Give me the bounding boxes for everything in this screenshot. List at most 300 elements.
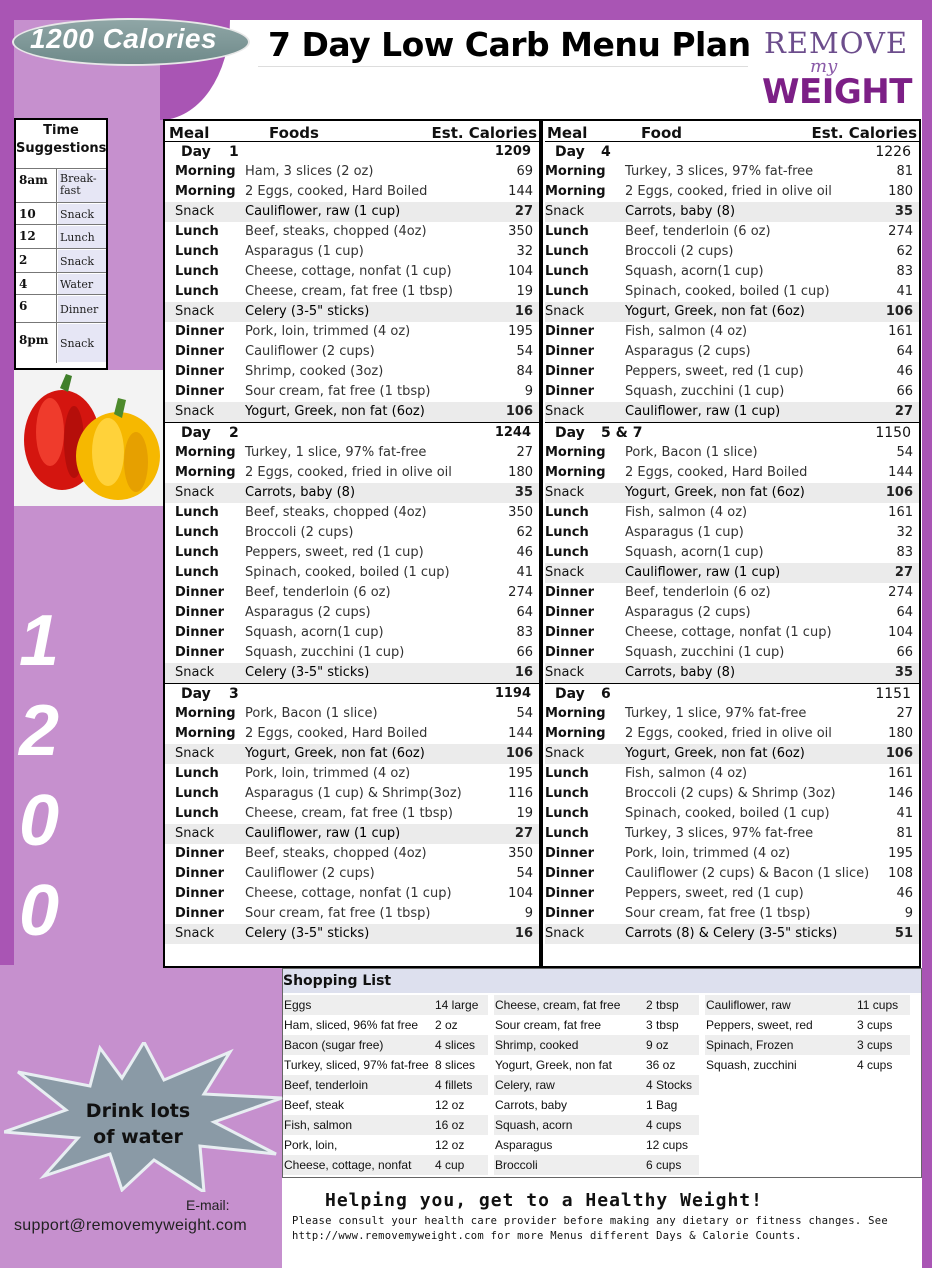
shopping-item bbox=[283, 1055, 488, 1075]
food-item: Beef, tenderloin (6 oz) bbox=[625, 585, 771, 600]
meal-label: Snack bbox=[175, 746, 215, 761]
callout-line1: Drink lots bbox=[85, 1100, 191, 1122]
meal-label: Lunch bbox=[545, 525, 589, 540]
meal-row bbox=[545, 663, 919, 683]
day-number: 6 bbox=[601, 686, 611, 702]
calorie-value: 180 bbox=[888, 726, 913, 741]
calorie-value: 66 bbox=[896, 645, 913, 660]
meal-label: Snack bbox=[545, 204, 585, 219]
meal-row bbox=[545, 302, 919, 322]
shopping-item-qty: 9 oz bbox=[646, 1038, 669, 1052]
calorie-value: 83 bbox=[896, 264, 913, 279]
food-item: Squash, zucchini (1 cup) bbox=[625, 645, 785, 660]
shopping-item bbox=[494, 1075, 699, 1095]
food-item: Carrots (8) & Celery (3-5" sticks) bbox=[625, 926, 838, 941]
shopping-item-qty: 12 oz bbox=[435, 1138, 465, 1152]
meal-row bbox=[545, 162, 919, 182]
meal-row bbox=[165, 623, 539, 643]
meal-row bbox=[545, 804, 919, 824]
meal-label: Dinner bbox=[545, 364, 594, 379]
time-row-divider bbox=[56, 203, 57, 225]
food-item: Spinach, cooked, boiled (1 cup) bbox=[625, 284, 830, 299]
column-header-meal: Meal bbox=[169, 124, 210, 142]
meal-label: Lunch bbox=[545, 806, 589, 821]
shopping-item-qty: 4 cup bbox=[435, 1158, 465, 1172]
shopping-item bbox=[283, 995, 488, 1015]
food-item: Ham, 3 slices (2 oz) bbox=[245, 164, 374, 179]
menu-column-divider bbox=[539, 119, 543, 968]
day-number: 1 bbox=[229, 144, 239, 160]
meal-label: Lunch bbox=[175, 545, 219, 560]
calorie-value: 32 bbox=[896, 525, 913, 540]
calorie-value: 69 bbox=[516, 164, 533, 179]
meal-label: Morning bbox=[545, 164, 606, 179]
day-label: Day bbox=[555, 144, 585, 160]
food-item: Pork, loin, trimmed (4 oz) bbox=[245, 324, 411, 339]
food-item: Yogurt, Greek, non fat (6oz) bbox=[625, 304, 805, 319]
meal-row bbox=[545, 402, 919, 422]
meal-label: Lunch bbox=[175, 284, 219, 299]
time-row-divider bbox=[56, 323, 57, 363]
food-item: 2 Eggs, cooked, fried in olive oil bbox=[625, 184, 832, 199]
food-item: 2 Eggs, cooked, Hard Boiled bbox=[625, 465, 808, 480]
calorie-value: 195 bbox=[508, 766, 533, 781]
meal-row bbox=[165, 443, 539, 463]
meal-label: Dinner bbox=[545, 906, 594, 921]
day-header bbox=[545, 683, 919, 703]
page-title: 7 Day Low Carb Menu Plan bbox=[268, 25, 751, 64]
meal-row bbox=[545, 443, 919, 463]
day-label: Day bbox=[555, 686, 585, 702]
meal-label: Lunch bbox=[175, 766, 219, 781]
meal-row bbox=[545, 382, 919, 402]
food-item: Cauliflower (2 cups) & Bacon (1 slice) bbox=[625, 866, 870, 881]
meal-row bbox=[545, 884, 919, 904]
shopping-item-name: Cheese, cream, fat free bbox=[495, 998, 621, 1012]
meal-label: Morning bbox=[175, 706, 236, 721]
meal-label: Dinner bbox=[545, 886, 594, 901]
shopping-item-qty: 3 cups bbox=[857, 1018, 893, 1032]
meal-row bbox=[545, 904, 919, 924]
food-item: Fish, salmon (4 oz) bbox=[625, 766, 748, 781]
meal-label: Morning bbox=[545, 465, 606, 480]
food-item: 2 Eggs, cooked, Hard Boiled bbox=[245, 726, 428, 741]
food-item: Pork, Bacon (1 slice) bbox=[625, 445, 758, 460]
meal-label: Lunch bbox=[545, 545, 589, 560]
food-item: Beef, steaks, chopped (4oz) bbox=[245, 846, 427, 861]
meal-row bbox=[545, 222, 919, 242]
day-header bbox=[545, 141, 919, 161]
calorie-value: 116 bbox=[508, 786, 533, 801]
time-activity: Snack bbox=[58, 204, 106, 224]
day-total-calories: 1194 bbox=[494, 686, 531, 701]
meal-label: Dinner bbox=[175, 886, 224, 901]
calorie-value: 144 bbox=[508, 184, 533, 199]
calorie-value: 106 bbox=[885, 485, 913, 500]
time-label: 8am bbox=[19, 173, 48, 187]
calorie-value: 35 bbox=[894, 665, 913, 680]
time-suggestion-row bbox=[16, 272, 106, 294]
food-item: Sour cream, fat free (1 tbsp) bbox=[245, 384, 431, 399]
food-item: Asparagus (1 cup) bbox=[245, 244, 364, 259]
meal-label: Dinner bbox=[175, 645, 224, 660]
meal-row bbox=[165, 342, 539, 362]
time-activity: Snack bbox=[58, 250, 106, 272]
meal-label: Dinner bbox=[545, 846, 594, 861]
meal-label: Dinner bbox=[545, 866, 594, 881]
meal-row bbox=[545, 623, 919, 643]
big-number-digit: 0 bbox=[18, 781, 60, 861]
calorie-value: 62 bbox=[896, 244, 913, 259]
food-item: Cauliflower (2 cups) bbox=[245, 344, 375, 359]
day-number: 5 & 7 bbox=[601, 425, 643, 441]
food-item: Turkey, 1 slice, 97% fat-free bbox=[245, 445, 427, 460]
food-item: 2 Eggs, cooked, fried in olive oil bbox=[245, 465, 452, 480]
meal-row bbox=[545, 824, 919, 844]
meal-row bbox=[165, 463, 539, 483]
calorie-value: 35 bbox=[894, 204, 913, 219]
calorie-value: 350 bbox=[508, 505, 533, 520]
meal-row bbox=[545, 784, 919, 804]
calorie-value: 54 bbox=[516, 866, 533, 881]
shopping-item-name: Shrimp, cooked bbox=[495, 1038, 579, 1052]
food-item: Beef, steaks, chopped (4oz) bbox=[245, 505, 427, 520]
meal-label: Snack bbox=[175, 485, 215, 500]
calorie-value: 104 bbox=[508, 886, 533, 901]
shopping-item-name: Turkey, sliced, 97% fat-free bbox=[284, 1058, 429, 1072]
disclaimer-line2[interactable]: http://www.removemyweight.com for more Menus different Days & Calorie Counts. bbox=[292, 1230, 802, 1242]
meal-label: Lunch bbox=[545, 786, 589, 801]
shopping-item-qty: 12 cups bbox=[646, 1138, 689, 1152]
meal-row bbox=[165, 704, 539, 724]
meal-row bbox=[545, 704, 919, 724]
shopping-item bbox=[283, 1015, 488, 1035]
food-item: Asparagus (1 cup) & Shrimp(3oz) bbox=[245, 786, 462, 801]
calorie-value: 9 bbox=[904, 906, 913, 921]
meal-row bbox=[165, 643, 539, 663]
food-item: Celery (3-5" sticks) bbox=[245, 926, 370, 941]
meal-row bbox=[165, 523, 539, 543]
calorie-value: 64 bbox=[896, 605, 913, 620]
calorie-value: 104 bbox=[888, 625, 913, 640]
water-callout-text bbox=[78, 1098, 198, 1150]
meal-row bbox=[165, 402, 539, 422]
calorie-value: 51 bbox=[894, 926, 913, 941]
shopping-item-qty: 16 oz bbox=[435, 1118, 465, 1132]
shopping-list-title: Shopping List bbox=[283, 969, 921, 993]
big-number-digit: 2 bbox=[18, 691, 60, 771]
shopping-item-qty: 36 oz bbox=[646, 1058, 676, 1072]
day-number: 3 bbox=[229, 686, 239, 702]
shopping-item-name: Yogurt, Greek, non fat bbox=[495, 1058, 612, 1072]
food-item: Spinach, cooked, boiled (1 cup) bbox=[625, 806, 830, 821]
shopping-item bbox=[705, 1015, 910, 1035]
meal-row bbox=[545, 503, 919, 523]
meal-row bbox=[545, 543, 919, 563]
calorie-value: 27 bbox=[894, 404, 913, 419]
calorie-value: 27 bbox=[894, 565, 913, 580]
meal-label: Morning bbox=[545, 184, 606, 199]
time-label: 4 bbox=[19, 277, 28, 291]
meal-label: Morning bbox=[545, 706, 606, 721]
calorie-value: 81 bbox=[896, 164, 913, 179]
email-link[interactable]: support@removemyweight.com bbox=[14, 1217, 248, 1234]
meal-label: Dinner bbox=[545, 625, 594, 640]
title-underline bbox=[258, 66, 748, 67]
calorie-value: 66 bbox=[896, 384, 913, 399]
calorie-value: 161 bbox=[888, 766, 913, 781]
food-item: Sour cream, fat free (1 tbsp) bbox=[625, 906, 811, 921]
meal-row bbox=[165, 242, 539, 262]
calorie-value: 195 bbox=[508, 324, 533, 339]
meal-label: Lunch bbox=[545, 505, 589, 520]
food-item: Sour cream, fat free (1 tbsp) bbox=[245, 906, 431, 921]
meal-row bbox=[165, 503, 539, 523]
food-item: Broccoli (2 cups) bbox=[245, 525, 354, 540]
meal-label: Dinner bbox=[545, 324, 594, 339]
food-item: Carrots, baby (8) bbox=[245, 485, 356, 500]
time-suggestion-row bbox=[16, 294, 106, 322]
calorie-value: 16 bbox=[514, 304, 533, 319]
calorie-value: 16 bbox=[514, 926, 533, 941]
meal-row bbox=[165, 182, 539, 202]
food-item: Cheese, cream, fat free (1 tbsp) bbox=[245, 284, 453, 299]
meal-label: Snack bbox=[545, 404, 585, 419]
shopping-item bbox=[705, 1035, 910, 1055]
food-item: Fish, salmon (4 oz) bbox=[625, 505, 748, 520]
calorie-value: 66 bbox=[516, 645, 533, 660]
meal-row bbox=[545, 322, 919, 342]
day-label: Day bbox=[181, 686, 211, 702]
food-item: Squash, acorn(1 cup) bbox=[245, 625, 384, 640]
time-activity: Break-fast bbox=[58, 170, 106, 202]
meal-label: Lunch bbox=[175, 244, 219, 259]
day-number: 4 bbox=[601, 144, 611, 160]
meal-label: Dinner bbox=[175, 625, 224, 640]
meal-label: Lunch bbox=[545, 766, 589, 781]
meal-row bbox=[165, 844, 539, 864]
food-item: Turkey, 1 slice, 97% fat-free bbox=[625, 706, 807, 721]
disclaimer bbox=[292, 1214, 922, 1244]
meal-label: Morning bbox=[175, 445, 236, 460]
meal-label: Lunch bbox=[545, 826, 589, 841]
meal-row bbox=[165, 744, 539, 764]
calorie-value: 27 bbox=[514, 826, 533, 841]
meal-label: Dinner bbox=[545, 585, 594, 600]
meal-row bbox=[545, 342, 919, 362]
shopping-item-qty: 4 fillets bbox=[435, 1078, 473, 1092]
calorie-value: 35 bbox=[514, 485, 533, 500]
food-item: Shrimp, cooked (3oz) bbox=[245, 364, 384, 379]
food-item: Yogurt, Greek, non fat (6oz) bbox=[245, 404, 425, 419]
meal-row bbox=[545, 744, 919, 764]
food-item: 2 Eggs, cooked, Hard Boiled bbox=[245, 184, 428, 199]
meal-row bbox=[165, 382, 539, 402]
calorie-value: 32 bbox=[516, 244, 533, 259]
column-header-calories: Est. Calories bbox=[431, 124, 537, 142]
calorie-value: 81 bbox=[896, 826, 913, 841]
meal-row bbox=[545, 603, 919, 623]
food-item: Peppers, sweet, red (1 cup) bbox=[625, 364, 804, 379]
meal-row bbox=[165, 663, 539, 683]
meal-label: Snack bbox=[545, 926, 585, 941]
shopping-item-name: Sour cream, fat free bbox=[495, 1018, 602, 1032]
calorie-value: 161 bbox=[888, 324, 913, 339]
shopping-item-name: Beef, tenderloin bbox=[284, 1078, 369, 1092]
food-item: Asparagus (2 cups) bbox=[245, 605, 371, 620]
food-item: Turkey, 3 slices, 97% fat-free bbox=[625, 826, 814, 841]
calorie-value: 41 bbox=[896, 806, 913, 821]
slogan: Helping you, get to a Healthy Weight! bbox=[325, 1190, 763, 1211]
day-header bbox=[545, 422, 919, 442]
day-label: Day bbox=[181, 144, 211, 160]
time-activity: Lunch bbox=[58, 226, 106, 248]
day-total-calories: 1151 bbox=[875, 686, 911, 702]
meal-label: Lunch bbox=[175, 565, 219, 580]
meal-label: Dinner bbox=[175, 585, 224, 600]
time-row-divider bbox=[56, 225, 57, 249]
food-item: Cheese, cottage, nonfat (1 cup) bbox=[245, 264, 452, 279]
food-item: Spinach, cooked, boiled (1 cup) bbox=[245, 565, 450, 580]
food-item: Cauliflower, raw (1 cup) bbox=[625, 404, 781, 419]
food-item: Squash, acorn(1 cup) bbox=[625, 545, 764, 560]
calorie-value: 64 bbox=[516, 605, 533, 620]
calorie-value: 274 bbox=[508, 585, 533, 600]
time-label: 6 bbox=[19, 299, 28, 313]
meal-row bbox=[165, 884, 539, 904]
meal-label: Snack bbox=[175, 404, 215, 419]
meal-label: Lunch bbox=[545, 284, 589, 299]
meal-label: Dinner bbox=[175, 866, 224, 881]
food-item: Cheese, cottage, nonfat (1 cup) bbox=[625, 625, 832, 640]
shopping-item bbox=[283, 1155, 488, 1175]
calorie-value: 84 bbox=[516, 364, 533, 379]
meal-row bbox=[545, 764, 919, 784]
calorie-value: 106 bbox=[885, 746, 913, 761]
time-row-divider bbox=[56, 273, 57, 295]
meal-label: Snack bbox=[175, 665, 215, 680]
meal-row bbox=[165, 322, 539, 342]
calorie-value: 27 bbox=[896, 706, 913, 721]
meal-row bbox=[545, 463, 919, 483]
day-total-calories: 1244 bbox=[494, 425, 531, 440]
food-item: Broccoli (2 cups) & Shrimp (3oz) bbox=[625, 786, 836, 801]
meal-row bbox=[165, 764, 539, 784]
food-item: Cauliflower, raw (1 cup) bbox=[245, 826, 401, 841]
meal-row bbox=[165, 804, 539, 824]
meal-row bbox=[165, 302, 539, 322]
time-row-divider bbox=[56, 295, 57, 323]
time-label: 12 bbox=[19, 229, 36, 243]
time-suggestion-row bbox=[16, 224, 106, 248]
meal-label: Lunch bbox=[175, 525, 219, 540]
calorie-value: 350 bbox=[508, 224, 533, 239]
shopping-item bbox=[705, 995, 910, 1015]
food-item: Cheese, cottage, nonfat (1 cup) bbox=[245, 886, 452, 901]
food-item: Asparagus (1 cup) bbox=[625, 525, 744, 540]
food-item: 2 Eggs, cooked, fried in olive oil bbox=[625, 726, 832, 741]
day-total-calories: 1209 bbox=[494, 144, 531, 159]
day-number: 2 bbox=[229, 425, 239, 441]
day-label: Day bbox=[181, 425, 211, 441]
meal-label: Morning bbox=[175, 164, 236, 179]
time-suggestion-row bbox=[16, 322, 106, 362]
calorie-value: 46 bbox=[896, 886, 913, 901]
food-item: Yogurt, Greek, non fat (6oz) bbox=[625, 746, 805, 761]
peppers-image bbox=[14, 370, 164, 506]
calorie-value: 27 bbox=[514, 204, 533, 219]
calorie-value: 41 bbox=[516, 565, 533, 580]
shopping-item-qty: 2 oz bbox=[435, 1018, 458, 1032]
food-item: Cheese, cream, fat free (1 tbsp) bbox=[245, 806, 453, 821]
calorie-value: 64 bbox=[896, 344, 913, 359]
big-number-digit: 1 bbox=[18, 601, 60, 681]
calorie-value: 27 bbox=[516, 445, 533, 460]
meal-label: Lunch bbox=[545, 244, 589, 259]
top-border bbox=[0, 0, 932, 20]
shopping-item-name: Fish, salmon bbox=[284, 1118, 353, 1132]
meal-row bbox=[545, 182, 919, 202]
shopping-item-qty: 2 tbsp bbox=[646, 998, 679, 1012]
food-item: Carrots, baby (8) bbox=[625, 665, 736, 680]
meal-label: Snack bbox=[545, 485, 585, 500]
shopping-item-name: Carrots, baby bbox=[495, 1098, 568, 1112]
meal-label: Morning bbox=[175, 726, 236, 741]
time-row-divider bbox=[56, 249, 57, 273]
logo-word-my: my bbox=[810, 56, 838, 77]
meal-row bbox=[545, 864, 919, 884]
food-item: Cauliflower, raw (1 cup) bbox=[625, 565, 781, 580]
shopping-item-qty: 6 cups bbox=[646, 1158, 682, 1172]
column-header-foods: Food bbox=[641, 124, 682, 142]
shopping-item-name: Asparagus bbox=[495, 1138, 553, 1152]
shopping-item bbox=[283, 1075, 488, 1095]
calorie-value: 54 bbox=[516, 706, 533, 721]
meal-row bbox=[545, 262, 919, 282]
time-row-divider bbox=[56, 169, 57, 203]
shopping-item-qty: 4 Stocks bbox=[646, 1078, 693, 1092]
meal-row bbox=[545, 242, 919, 262]
food-item: Squash, zucchini (1 cup) bbox=[625, 384, 785, 399]
logo-word-remove: REMOVE bbox=[764, 26, 909, 60]
time-label: 2 bbox=[19, 253, 28, 267]
calorie-value: 83 bbox=[896, 545, 913, 560]
meal-label: Lunch bbox=[175, 786, 219, 801]
shopping-item-qty: 3 tbsp bbox=[646, 1018, 679, 1032]
meal-row bbox=[165, 864, 539, 884]
meal-label: Lunch bbox=[545, 224, 589, 239]
shopping-item bbox=[494, 1115, 699, 1135]
time-label: 10 bbox=[19, 207, 36, 221]
shopping-item-name: Pork, loin, bbox=[284, 1138, 338, 1152]
calorie-value: 104 bbox=[508, 264, 533, 279]
meal-label: Snack bbox=[545, 665, 585, 680]
calorie-value: 106 bbox=[505, 404, 533, 419]
calorie-value: 41 bbox=[896, 284, 913, 299]
day-header bbox=[165, 422, 539, 442]
calorie-value: 144 bbox=[888, 465, 913, 480]
calorie-value: 161 bbox=[888, 505, 913, 520]
calorie-value: 180 bbox=[888, 184, 913, 199]
day-total-calories: 1150 bbox=[875, 425, 911, 441]
shopping-item-qty: 8 slices bbox=[435, 1058, 476, 1072]
shopping-item-qty: 4 cups bbox=[646, 1118, 682, 1132]
meal-label: Snack bbox=[175, 304, 215, 319]
meal-label: Dinner bbox=[175, 605, 224, 620]
calorie-value: 9 bbox=[524, 384, 533, 399]
meal-row bbox=[165, 202, 539, 222]
logo-word-weight: WEIGHT bbox=[762, 72, 912, 112]
